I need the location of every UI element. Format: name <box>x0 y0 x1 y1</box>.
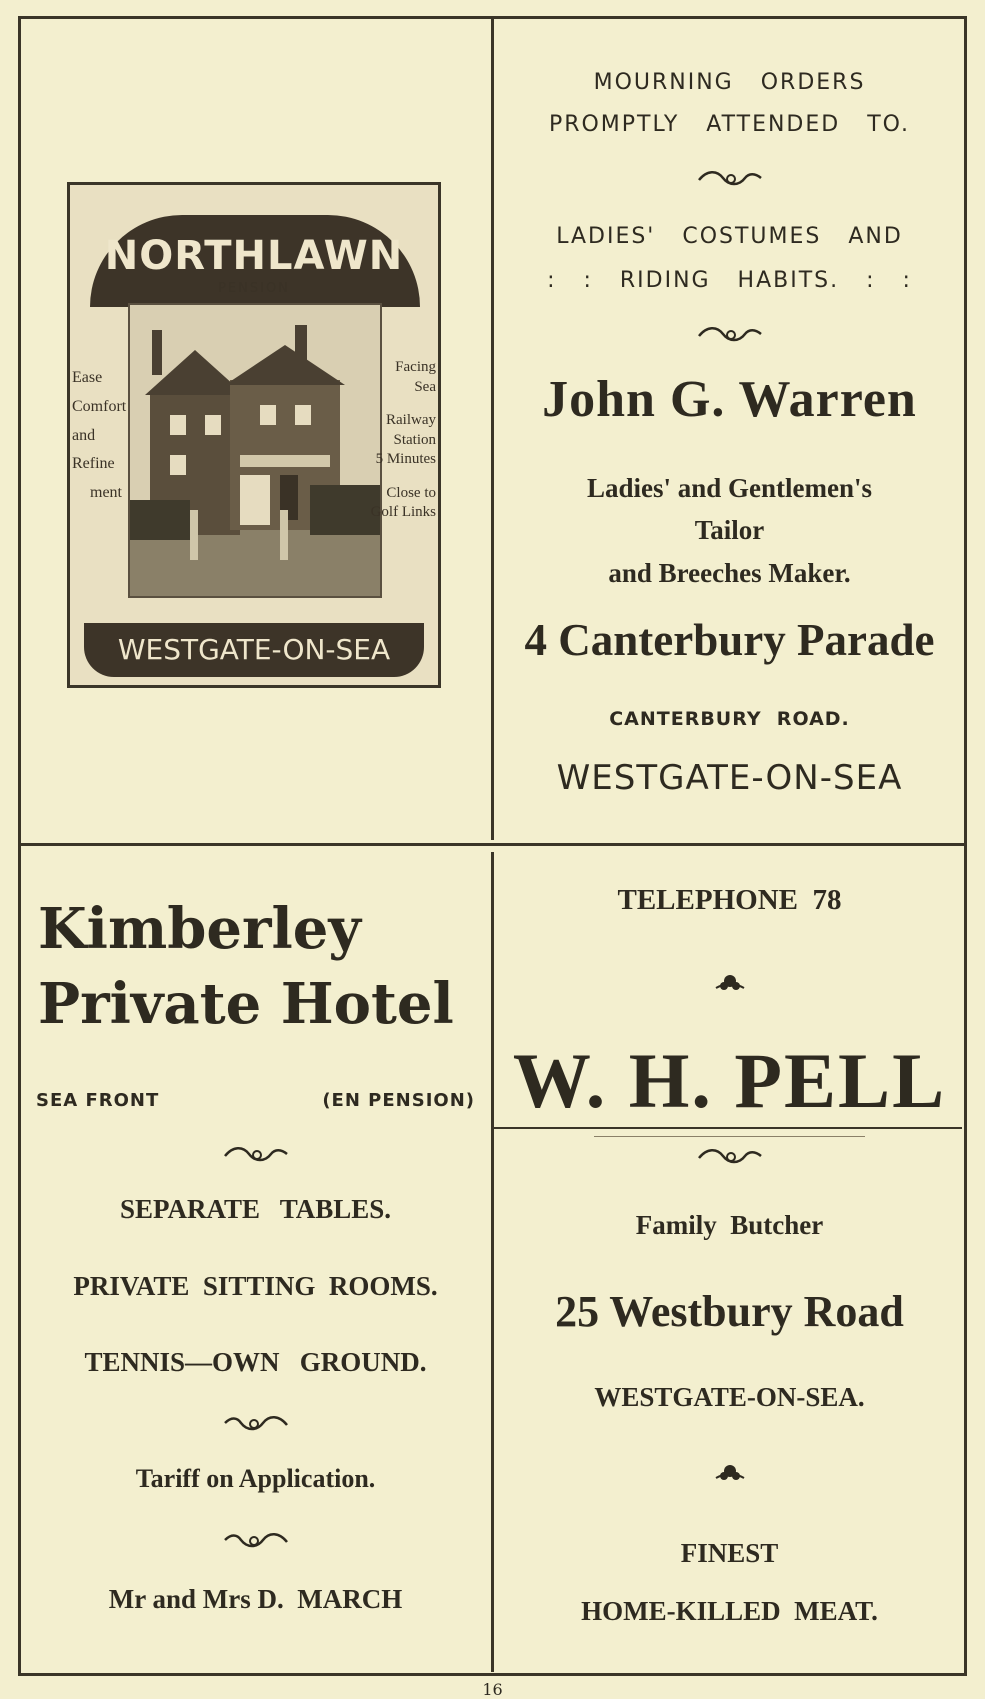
northlawn-left-line: ment <box>90 484 122 502</box>
northlawn-right-line: Golf Links <box>370 504 436 520</box>
warren-line-2: PROMPTLY ATTENDED TO. <box>548 112 911 137</box>
kimberley-feature-2: PRIVATE SITTING ROOMS. <box>73 1271 438 1301</box>
northlawn-left-text <box>72 368 126 504</box>
kimberley-ad <box>20 846 491 1672</box>
pell-ad <box>494 846 965 1672</box>
northlawn-right-line: Sea <box>414 378 436 395</box>
flower-icon <box>494 1462 965 1482</box>
house-photo <box>128 303 382 598</box>
kimberley-feature-1: SEPARATE TABLES. <box>119 1194 392 1224</box>
northlawn-right-line: 5 Minutes <box>375 451 436 467</box>
warren-name: John G. Warren <box>542 371 917 428</box>
northlawn-left-line: and <box>72 426 96 444</box>
warren-desc-1: Ladies' and Gentlemen's <box>586 473 873 503</box>
pell-trade: Family Butcher <box>635 1210 824 1240</box>
ornament-icon <box>494 1146 965 1166</box>
page-number: 16 <box>482 1680 503 1699</box>
ornament-icon <box>494 324 965 344</box>
pell-slogan-1: FINEST <box>680 1538 779 1568</box>
kimberley-feature-3: TENNIS—OWN GROUND. <box>84 1347 427 1377</box>
kimberley-tag-left: SEA FRONT <box>36 1090 160 1111</box>
ornament-icon <box>494 168 965 188</box>
ornament-icon <box>20 1413 491 1433</box>
kimberley-tariff: Tariff on Application. <box>135 1464 376 1493</box>
northlawn-right-line: Station <box>393 431 436 448</box>
northlawn-right-text <box>371 358 436 523</box>
flower-icon <box>494 972 965 992</box>
house-illustration <box>130 305 380 596</box>
northlawn-right-line: Railway <box>386 412 436 428</box>
warren-desc-3: and Breeches Maker. <box>608 558 851 588</box>
warren-town: WESTGATE-ON-SEA <box>556 758 903 798</box>
pell-thin-rule <box>594 1136 865 1137</box>
warren-address: 4 Canterbury Parade <box>524 615 935 665</box>
northlawn-ad <box>67 182 441 688</box>
pell-telephone: TELEPHONE 78 <box>617 884 842 916</box>
warren-ad <box>494 18 965 843</box>
kimberley-owners: Mr and Mrs D. MARCH <box>108 1584 403 1614</box>
warren-line-3: LADIES' COSTUMES AND <box>556 224 903 249</box>
northlawn-left-line: Refine <box>72 455 115 473</box>
pell-name: W. H. PELL <box>512 1037 947 1124</box>
northlawn-left-line: Ease <box>72 369 103 386</box>
northlawn-title: NORTHLAWN <box>104 233 404 279</box>
pell-slogan-2: HOME-KILLED MEAT. <box>581 1596 878 1626</box>
northlawn-left-line: Comfort <box>72 397 127 415</box>
ornament-icon <box>20 1144 491 1164</box>
warren-road: CANTERBURY ROAD. <box>609 708 850 730</box>
pell-address: 25 Westbury Road <box>555 1287 904 1336</box>
northlawn-banner-text: WESTGATE-ON-SEA <box>117 633 391 666</box>
northlawn-subtitle: PENSION <box>218 281 290 296</box>
northlawn-right-line: Facing <box>395 359 436 375</box>
warren-line-1: MOURNING ORDERS <box>593 70 866 95</box>
warren-line-4: : : RIDING HABITS. : : <box>547 268 912 293</box>
kimberley-name-2: Private Hotel <box>38 971 454 1037</box>
warren-desc-2: Tailor <box>694 515 765 545</box>
pell-town: WESTGATE-ON-SEA. <box>594 1382 865 1412</box>
kimberley-tag-right: (EN PENSION) <box>322 1090 475 1111</box>
ornament-icon <box>20 1530 491 1550</box>
northlawn-right-line: Close to <box>386 484 436 501</box>
kimberley-name-1: Kimberley <box>38 896 361 962</box>
